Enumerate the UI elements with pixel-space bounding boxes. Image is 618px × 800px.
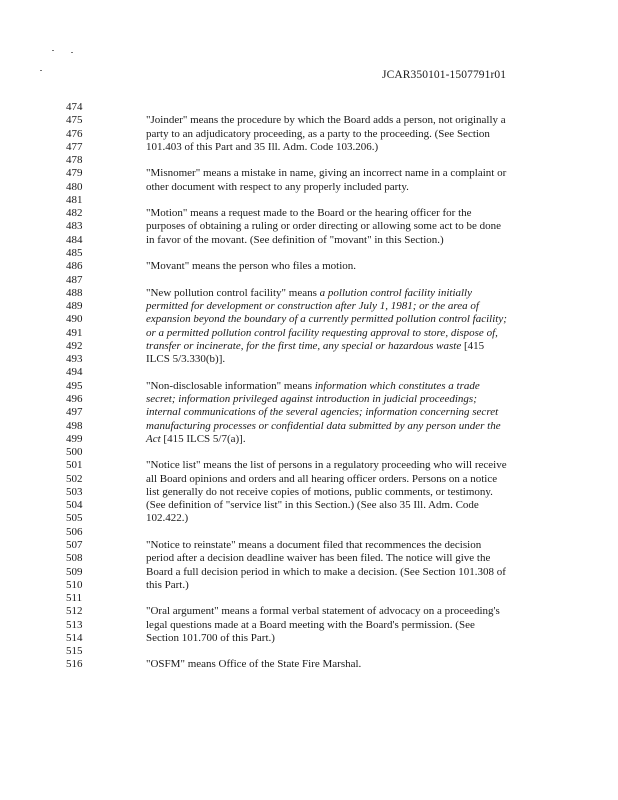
line-number: 516 <box>66 658 83 671</box>
text-line <box>0 579 618 592</box>
line-number: 491 <box>66 326 83 339</box>
line-text-italic: permitted for development or construction after July 1, 1981; or the area of <box>146 300 479 312</box>
line-text <box>146 220 546 233</box>
line-text <box>146 459 546 472</box>
line-text-regular: ILCS 5/3.330(b)]. <box>146 353 226 366</box>
line-text <box>146 181 546 194</box>
text-line <box>0 459 618 472</box>
line-text <box>146 420 546 433</box>
line-number: 484 <box>66 233 83 246</box>
text-line <box>0 340 618 353</box>
line-text <box>146 566 546 579</box>
line-text-italic: Act <box>146 432 161 445</box>
line-number: 503 <box>66 485 83 498</box>
line-text-italic: expansion beyond the boundary of a currently permitted pollution control facility; <box>146 313 507 326</box>
line-text-regular: "Non-disclosable information" means <box>146 379 315 392</box>
line-text-regular: other document with respect to any properly included party. <box>146 180 409 193</box>
line-number: 511 <box>66 592 83 604</box>
line-text-regular: "Motion" means a request made to the Board or the hearing officer for the <box>146 207 472 220</box>
line-text <box>146 380 546 393</box>
line-number: 476 <box>66 127 83 140</box>
line-number: 506 <box>66 525 83 538</box>
line-number: 494 <box>66 366 83 379</box>
line-text <box>146 393 546 406</box>
line-text <box>146 141 546 154</box>
line-text-italic: internal communications of the several agencies; information concerning secret <box>146 406 499 419</box>
text-line <box>0 552 618 565</box>
line-number: 513 <box>66 618 83 631</box>
text-line <box>0 234 618 247</box>
text-line <box>0 658 618 671</box>
line-number: 481 <box>66 193 83 206</box>
line-text-regular: "New pollution control facility" means <box>146 286 320 299</box>
line-number: 482 <box>66 207 83 220</box>
line-number: 477 <box>66 140 83 153</box>
line-text <box>146 327 546 340</box>
text-line <box>0 114 618 127</box>
line-text <box>146 167 546 180</box>
text-line <box>0 566 618 579</box>
line-text-regular-tail: [415 <box>461 339 485 352</box>
line-text <box>146 632 546 645</box>
line-text <box>146 234 546 247</box>
line-text-italic: information which constitutes a trade <box>314 379 480 392</box>
line-number: 501 <box>66 459 83 472</box>
text-line <box>0 393 618 406</box>
text-line <box>0 128 618 141</box>
text-line <box>0 154 618 167</box>
line-text-regular: legal questions made at a Board meeting with the Board's permission. (See <box>146 618 475 631</box>
line-text <box>146 313 546 326</box>
line-text-italic: manufacturing processes or confidential data submitted by any person under the <box>146 419 501 432</box>
line-number: 487 <box>66 273 83 286</box>
line-number: 485 <box>66 247 83 259</box>
text-line <box>0 486 618 499</box>
line-text-regular: this Part.) <box>146 578 189 591</box>
line-number: 489 <box>66 300 83 312</box>
line-text-regular: period after a decision deadline waiver has been filed. The notice will give the <box>146 552 491 565</box>
text-line <box>0 366 618 379</box>
line-text <box>146 340 546 353</box>
text-line <box>0 499 618 512</box>
text-line <box>0 645 618 658</box>
line-text-regular: Board a full decision period in which to make a decision. (See Section 101.308 of <box>146 565 506 578</box>
line-text <box>146 473 546 486</box>
line-text <box>146 433 546 446</box>
text-line <box>0 181 618 194</box>
line-number: 493 <box>66 353 83 366</box>
line-number: 512 <box>66 605 83 618</box>
line-number: 488 <box>66 286 83 299</box>
line-text <box>146 207 546 220</box>
line-number: 478 <box>66 154 83 167</box>
line-text <box>146 605 546 618</box>
text-line <box>0 300 618 313</box>
line-text <box>146 300 546 313</box>
line-text-regular-tail: [415 ILCS 5/7(a)]. <box>160 432 246 445</box>
line-text-regular: Section 101.700 of this Part.) <box>146 631 275 644</box>
line-number: 496 <box>66 392 83 405</box>
line-number: 515 <box>66 645 83 658</box>
line-text-regular: (See definition of "service list" in this Section.) (See also 35 Ill. Adm. Code <box>146 499 479 512</box>
line-text <box>146 128 546 141</box>
text-line <box>0 260 618 273</box>
text-line <box>0 287 618 300</box>
line-text-regular: "Movant" means the person who files a motion. <box>146 260 356 273</box>
line-number: 479 <box>66 167 83 180</box>
line-number: 492 <box>66 339 83 352</box>
text-line <box>0 101 618 114</box>
line-text-regular: "Oral argument" means a formal verbal statement of advocacy on a proceeding's <box>146 605 500 618</box>
line-number: 505 <box>66 512 83 525</box>
line-text <box>146 658 546 671</box>
line-number: 508 <box>66 552 83 565</box>
line-number: 483 <box>66 220 83 233</box>
text-line <box>0 420 618 433</box>
text-line <box>0 473 618 486</box>
line-number: 500 <box>66 446 83 458</box>
line-text-regular: 102.422.) <box>146 512 189 525</box>
line-number: 502 <box>66 472 83 485</box>
line-text <box>146 353 546 366</box>
text-line <box>0 167 618 180</box>
scan-speck <box>40 70 42 71</box>
line-text <box>146 486 546 499</box>
scan-speck <box>52 50 54 51</box>
text-line <box>0 592 618 605</box>
text-line <box>0 141 618 154</box>
line-text-regular: party to an adjudicatory proceeding, as a party to the proceeding. (See Section <box>146 127 490 140</box>
line-text-regular: "Notice list" means the list of persons in a regulatory proceeding who will receive <box>146 459 507 472</box>
text-line <box>0 380 618 393</box>
line-number: 509 <box>66 565 83 578</box>
line-number: 507 <box>66 538 83 551</box>
line-text-regular: in favor of the movant. (See definition of "movant" in this Section.) <box>146 233 444 246</box>
line-text <box>146 406 546 419</box>
text-line <box>0 247 618 260</box>
text-line <box>0 313 618 326</box>
line-number: 510 <box>66 578 83 591</box>
document-id: JCAR350101-1507791r01 <box>382 69 507 81</box>
line-number: 499 <box>66 432 83 445</box>
text-line <box>0 406 618 419</box>
line-number: 498 <box>66 419 83 432</box>
text-line <box>0 632 618 645</box>
line-text-italic: or a permitted pollution control facility requesting approval to store, dispose of, <box>146 326 498 339</box>
line-text <box>146 287 546 300</box>
line-text <box>146 552 546 565</box>
line-text-regular: "OSFM" means Office of the State Fire Marshal. <box>146 658 362 671</box>
text-line <box>0 194 618 207</box>
line-number: 475 <box>66 114 83 127</box>
text-line <box>0 353 618 366</box>
line-number: 504 <box>66 499 83 512</box>
line-text-italic: transfer or incinerate, for the first time, any special or hazardous waste <box>146 339 462 352</box>
line-text-regular: "Joinder" means the procedure by which the Board adds a person, not originally a <box>146 114 506 127</box>
line-text-regular: "Misnomer" means a mistake in name, giving an incorrect name in a complaint or <box>146 167 507 180</box>
line-text-regular: all Board opinions and orders and all hearing officer orders. Persons on a notice <box>146 472 498 485</box>
line-text <box>146 114 546 127</box>
line-text <box>146 260 546 273</box>
line-number: 495 <box>66 379 83 392</box>
line-number: 514 <box>66 631 83 644</box>
text-line <box>0 512 618 525</box>
text-line <box>0 433 618 446</box>
line-text <box>146 539 546 552</box>
line-text <box>146 499 546 512</box>
text-line <box>0 605 618 618</box>
line-text-regular: list generally do not receive copies of motions, public comments, or testimony. <box>146 485 493 498</box>
line-number: 486 <box>66 260 83 273</box>
line-text <box>146 512 546 525</box>
line-text <box>146 619 546 632</box>
text-line <box>0 327 618 340</box>
text-line <box>0 619 618 632</box>
line-number: 497 <box>66 406 83 419</box>
text-line <box>0 539 618 552</box>
line-number: 480 <box>66 180 83 193</box>
text-line <box>0 220 618 233</box>
line-text-regular: "Notice to reinstate" means a document filed that recommences the decision <box>146 538 482 551</box>
line-text-italic: secret; information privileged against introduction in judicial proceedings; <box>146 392 477 405</box>
text-line <box>0 274 618 287</box>
line-number: 474 <box>66 101 83 113</box>
line-number: 490 <box>66 313 83 326</box>
line-text-regular: 101.403 of this Part and 35 Ill. Adm. Code 103.206.) <box>146 140 379 153</box>
text-line <box>0 446 618 459</box>
line-text-italic: a pollution control facility initially <box>319 286 472 299</box>
line-text-regular: purposes of obtaining a ruling or order directing or allowing some act to be done <box>146 220 501 233</box>
line-text <box>146 579 546 592</box>
text-line <box>0 526 618 539</box>
scan-speck <box>71 52 73 53</box>
text-line <box>0 207 618 220</box>
